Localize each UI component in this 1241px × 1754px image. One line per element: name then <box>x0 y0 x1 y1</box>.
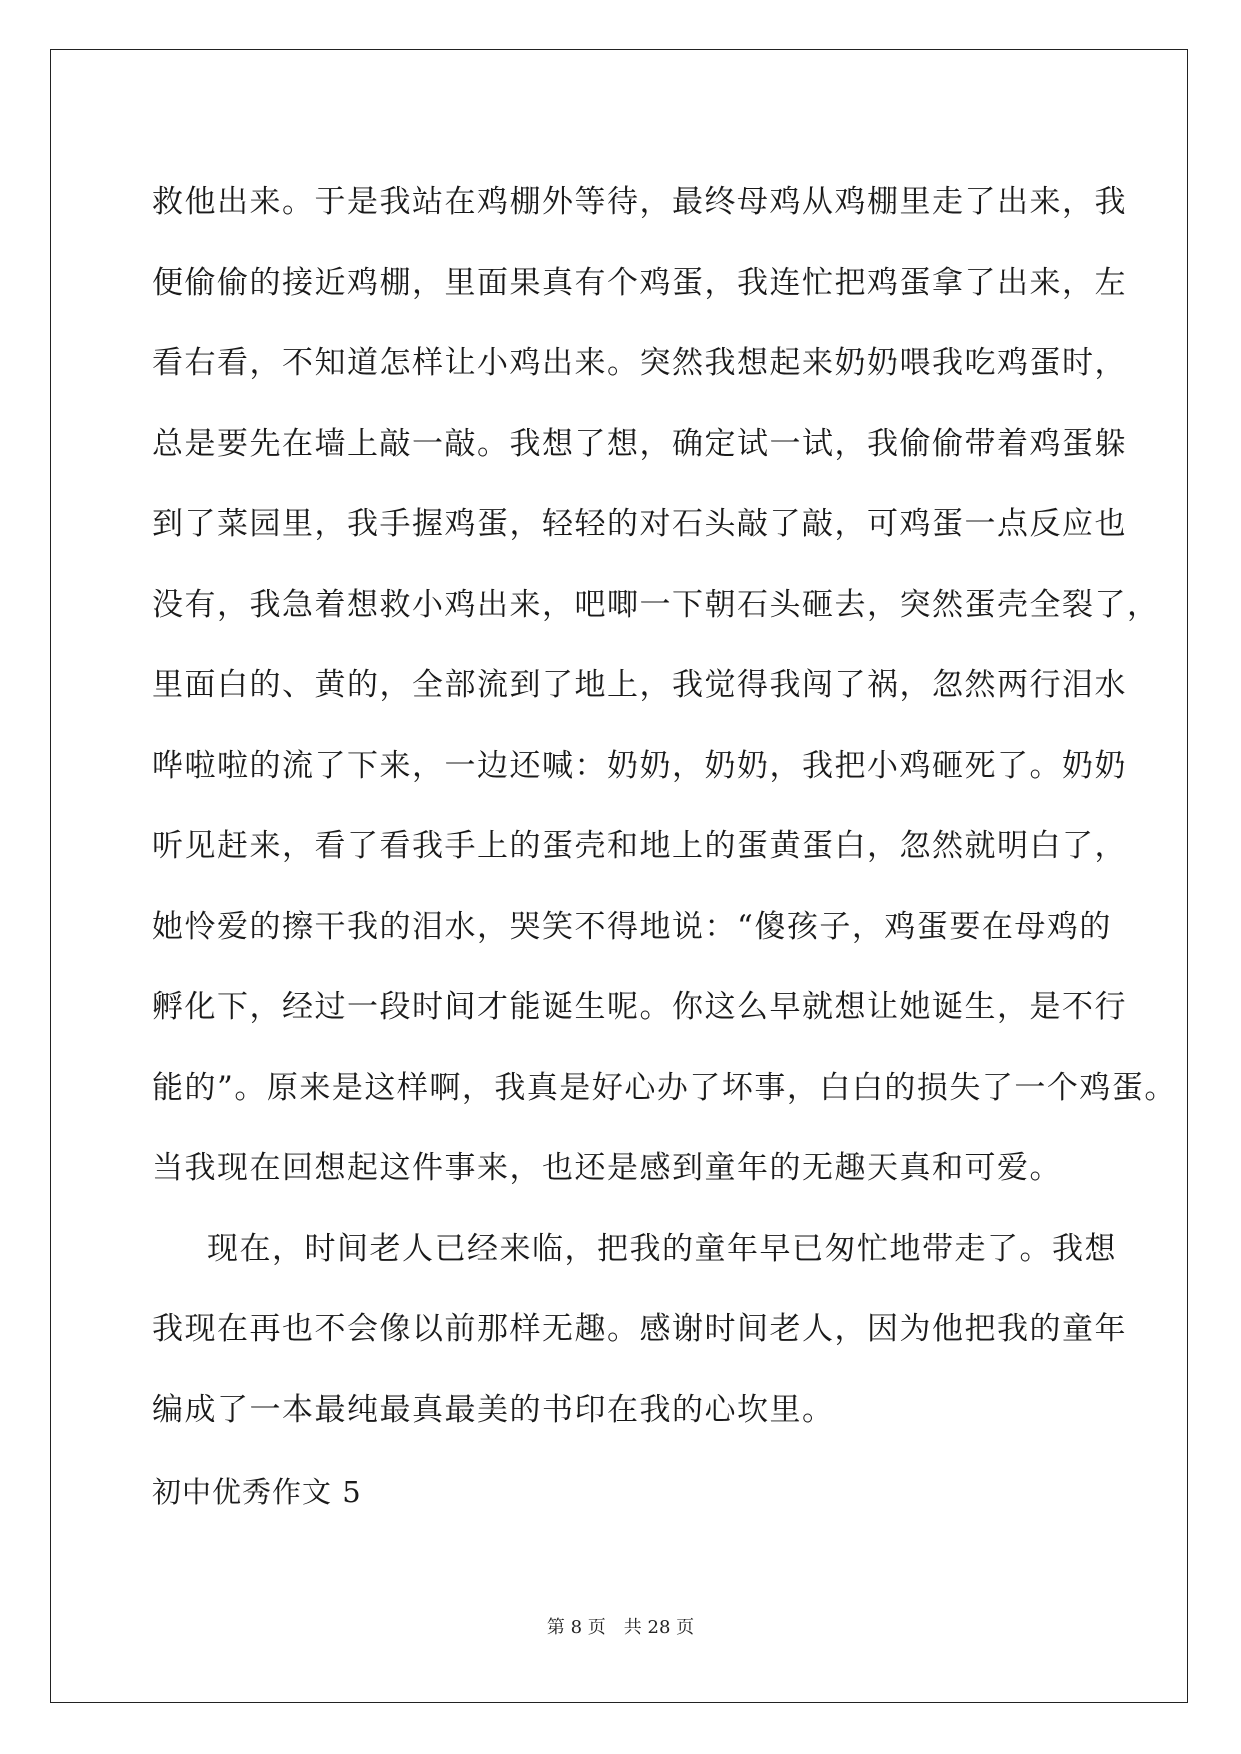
text-line: 我现在再也不会像以前那样无趣。感谢时间老人，因为他把我的童年 <box>152 1311 1127 1347</box>
text-line: 能的”。原来是这样啊，我真是好心办了坏事，白白的损失了一个鸡蛋。 <box>152 1069 1177 1106</box>
page-footer <box>0 1613 1241 1639</box>
text-line: 救他出来。于是我站在鸡棚外等待，最终母鸡从鸡棚里走了出来，我 <box>152 184 1127 220</box>
text-line: 便偷偷的接近鸡棚，里面果真有个鸡蛋，我连忙把鸡蛋拿了出来，左 <box>152 264 1127 301</box>
text-line: 里面白的、黄的，全部流到了地上，我觉得我闯了祸，忽然两行泪水 <box>152 667 1127 703</box>
text-line: 她怜爱的擦干我的泪水，哭笑不得地说：“傻孩子，鸡蛋要在母鸡的 <box>152 908 1112 945</box>
text-line: 没有，我急着想救小鸡出来，吧唧一下朝石头砸去，突然蛋壳全裂了， <box>152 586 1160 623</box>
text-line: 当我现在回想起这件事来，也还是感到童年的无趣天真和可爱。 <box>152 1150 1062 1186</box>
text-line: 看右看，不知道怎样让小鸡出来。突然我想起来奶奶喂我吃鸡蛋时， <box>152 345 1127 381</box>
text-line: 听见赶来，看了看我手上的蛋壳和地上的蛋黄蛋白，忽然就明白了， <box>152 828 1127 864</box>
paragraph-first-line: 现在，时间老人已经来临，把我的童年早已匆忙地带走了。我想 <box>207 1230 1117 1267</box>
text-line: 总是要先在墙上敲一敲。我想了想，确定试一试，我偷偷带着鸡蛋躲 <box>152 425 1127 462</box>
text-line: 孵化下，经过一段时间才能诞生呢。你这么早就想让她诞生，是不行 <box>152 989 1127 1025</box>
text-line: 编成了一本最纯最真最美的书印在我的心坎里。 <box>152 1391 835 1428</box>
section-heading: 初中优秀作文 5 <box>152 1475 362 1509</box>
text-line: 哗啦啦的流了下来，一边还喊：奶奶，奶奶，我把小鸡砸死了。奶奶 <box>152 747 1127 784</box>
page-number: 第 8 页 <box>546 1617 606 1638</box>
document-body <box>152 162 1177 1532</box>
page-total: 共 28 页 <box>623 1617 695 1638</box>
text-line: 到了菜园里，我手握鸡蛋，轻轻的对石头敲了敲，可鸡蛋一点反应也 <box>152 506 1127 542</box>
